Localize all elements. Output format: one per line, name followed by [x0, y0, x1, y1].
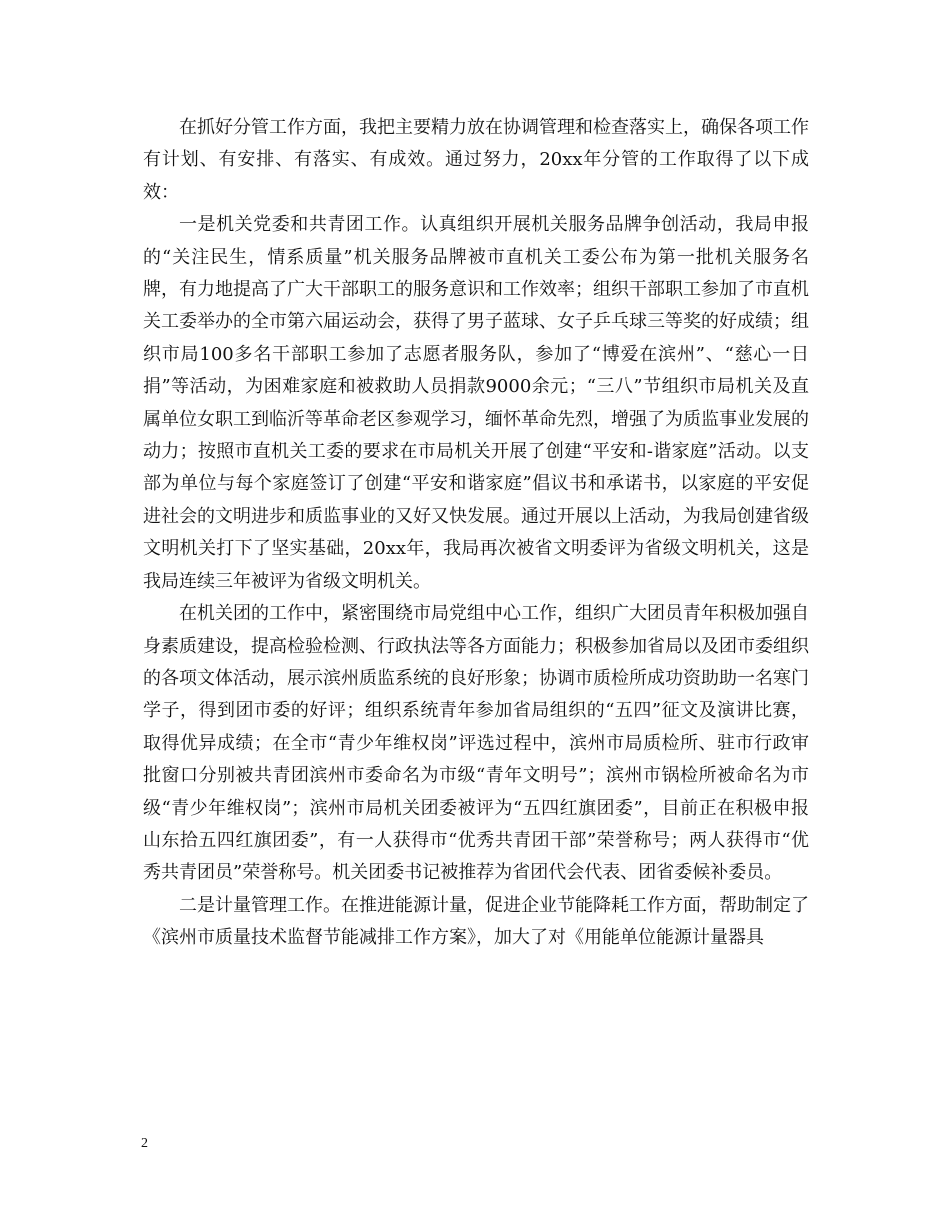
paragraph-party-youth-work: 一是机关党委和共青团工作。认真组织开展机关服务品牌争创活动，我局申报的“关注民生，情系质量”机关服务品牌被市直机关工委公布为第一批机关服务名牌，有力地提高了广大干部职工的服务意识和工作效率；组织干部职工参加了市直机关工委举办的全市第六届运动会，获得了男子蓝球、女子乒乓球三等奖的好成绩；组织市局100多名干部职工参加了志愿者服务队，参加了“博爱在滨州”、“慈心一日捐”等活动，为困难家庭和被救助人员捐款9000余元；“三八”节组织市局机关及直属单位女职工到临沂等革命老区参观学习，缅怀革命先烈，增强了为质监事业发展的动力；按照市直机关工委的要求在市局机关开展了创建“平安和-谐家庭”活动。以支部为单位与每个家庭签订了创建“平安和谐家庭”倡议书和承诺书，以家庭的平安促进社会的文明进步和质监事业的又好又快发展。通过开展以上活动，为我局创建省级文明机关打下了坚实基础，20xx年，我局再次被省文明委评为省级文明机关，这是我局连续三年被评为省级文明机关。 — [143, 214, 809, 592]
paragraph-work-overview: 在抓好分管工作方面，我把主要精力放在协调管理和检查落实上，确保各项工作有计划、有安排、有落实、有成效。通过努力，20xx年分管的工作取得了以下成效： — [143, 117, 809, 203]
paragraph-youth-league-work: 在机关团的工作中，紧密围绕市局党组中心工作，组织广大团员青年积极加强自身素质建设，提高检验检测、行政执法等各方面能力；积极参加省局以及团市委组织的各项文体活动，展示滨州质监系统的良好形象；协调市质检所成功资助助一名寒门学子，得到团市委的好评；组织系统青年参加省局组织的“五四”征文及演讲比赛，取得优异成绩；在全市“青少年维权岗”评选过程中，滨州市局质检所、驻市行政审批窗口分别被共青团滨州市委命名为市级“青年文明号”；滨州市锅检所被命名为市级“青少年维权岗”；滨州市局机关团委被评为“五四红旗团委”，目前正在积极申报山东拾五四红旗团委”，有一人获得市“优秀共青团干部”荣誉称号；两人获得市“优秀共青团员”荣誉称号。机关团委书记被推荐为省团代会代表、团省委候补委员。 — [143, 603, 809, 884]
page-number: 2 — [141, 1136, 148, 1151]
document-body — [143, 112, 809, 955]
paragraph-metrology-work: 二是计量管理工作。在推进能源计量，促进企业节能降耗工作方面，帮助制定了《滨州市质量技术监督节能减排工作方案》，加大了对《用能单位能源计量器具 — [143, 894, 809, 949]
